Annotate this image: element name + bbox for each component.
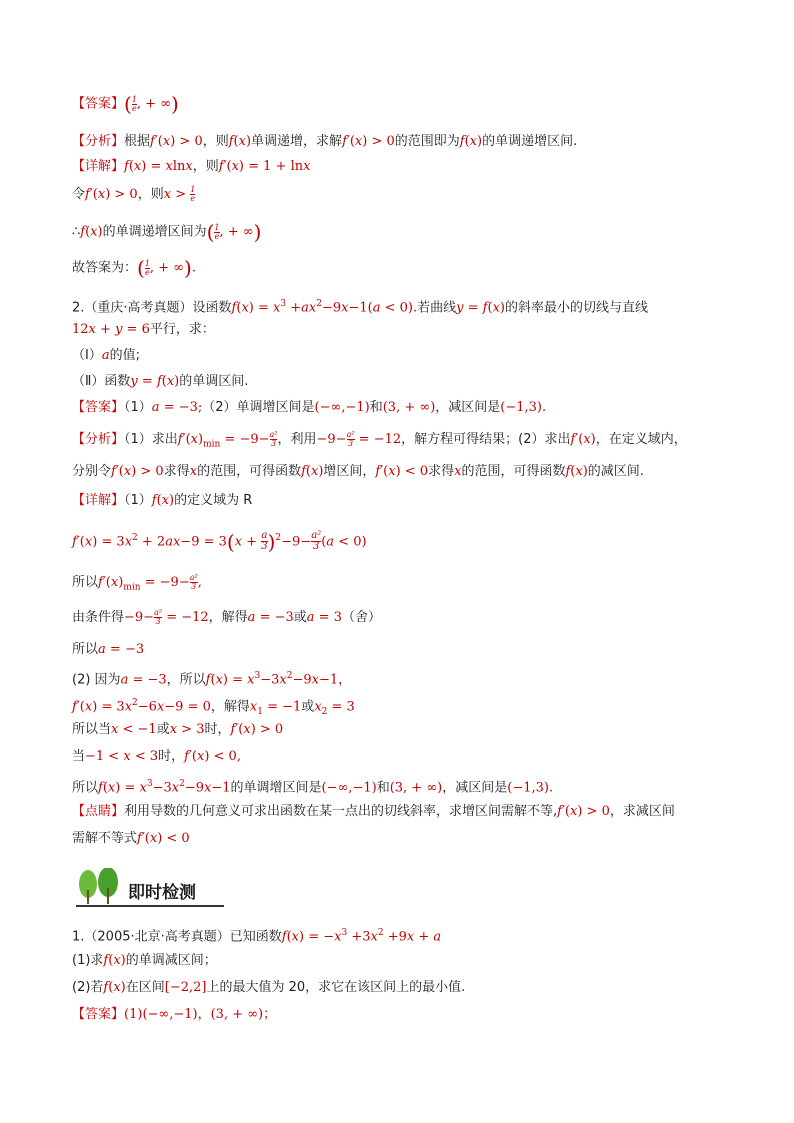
q2-derivative: $f'(x) = 3x^2 + 2ax-9 = 3(x$ + $\frac{a}{3}$ )$^2$−9− $\frac{\text{a²}}{3}$ (a < 0): [72, 529, 367, 554]
q2-head-2: 12x + y = 6平行，求：: [72, 322, 215, 337]
detail-line-1: 【详解】f(x) = xlnx，则f′(x) = 1 + lnx: [72, 159, 311, 174]
q2-remark-1: 【点睛】利用导数的几何意义可求出函数在某一点出的切线斜率，求增区间需解不等,f′(x) > 0，求减区间: [72, 804, 675, 819]
final-line: 故答案为：( $\frac{1}{e}$ , + ∞).: [72, 256, 196, 280]
test1-head: 1.（2005·北京·高考真题）已知函数$f(x) = -x^3 +3x^2 +9x + a$: [72, 928, 442, 945]
q2-part2: （Ⅱ）函数y = f(x)的单调区间.: [72, 374, 249, 389]
q2-part1: （Ⅰ）a的值;: [72, 348, 140, 363]
q2-cond: 由条件得−9− $\frac{\text{a²}}{3}$ = −12，解得a = −3或a = 3（舍）: [72, 608, 381, 626]
let-line: 令f′(x) > 0，则x > $\frac{1}{e}$: [72, 185, 196, 203]
therefore-line: ∴f(x)的单调递增区间为( $\frac{1}{e}$ , + ∞): [72, 220, 262, 244]
q2-detail-1: 【详解】（1）f(x)的定义域为 R: [72, 493, 253, 508]
test1-answer: 【答案】(1)(−∞,−1)，(3, + ∞)；: [72, 1007, 277, 1022]
test1-q2: (2)若f(x)在区间[−2,2]上的最大值为 20，求它在该区间上的最小值.: [72, 980, 466, 995]
analysis-line-1: 【分析】根据f′(x) > 0，则f(x)单调递增，求解f′(x) > 0的范围即为f(x)的单调递增区间.: [72, 134, 578, 149]
q2-conclusion: 所以$f(x) = x^3-3x^2-9x-1$的单调增区间是(−∞,−1)和(3, + ∞)，减区间是(−1,3).: [72, 779, 554, 796]
q2-when2: 当−1 < x < 3时，f′(x) < 0,: [72, 749, 241, 764]
q2-when1: 所以当x < −1或x > 3时，f′(x) > 0: [72, 722, 284, 737]
q2-detail-2: (2) 因为a = −3，所以$f(x) = x^3-3x^2-9x-1$，: [72, 671, 352, 688]
q2-analysis-2: 分别令f′(x) > 0求得x的范围，可得函数f(x)增区间，f′(x) < 0求得x的范围，可得函数f(x)的减区间.: [72, 464, 644, 479]
q2-min: 所以$f'(x)_{min} = -9-$ $\frac{\text{a²}}{3}$ ,: [72, 573, 202, 593]
tree-icon: [76, 868, 126, 906]
section-header: [76, 868, 226, 908]
q2-head: 2.（重庆·高考真题）设函数$f(x) = x^3 +ax^2-9x-1(a < 0)$.若曲线y = f(x)的斜率最小的切线与直线: [72, 299, 648, 316]
q2-answer: 【答案】（1）a = −3;（2）单调增区间是(−∞,−1)和(3, + ∞)，减区间是(−1,3).: [72, 400, 547, 415]
q2-analysis-1: 【分析】（1）求出$f'(x)_{min} = -9-$ $\frac{\text{a²}}{3}$ ，利用−9− $\frac{\text{a²}}{3}$ = −12，解方程可得结果；(2）求出f′(x)，在定义域内，: [72, 430, 687, 450]
section-underline: [76, 905, 224, 907]
q2-so-a: 所以a = −3: [72, 642, 145, 657]
answer-tag: 【答案】: [72, 96, 125, 112]
answer-line-1: 【答案】( $\frac{1}{e}$ , + ∞): [72, 92, 179, 116]
q2-remark-2: 需解不等式f′(x) < 0: [72, 831, 190, 846]
test1-q1: (1)求f(x)的单调减区间；: [72, 953, 217, 968]
q2-roots: $f'(x) = 3x^2-6x-9 = 0$，解得$x_1 = -1$或$x_2 = 3$: [72, 698, 355, 717]
section-title: 即时检测: [128, 883, 196, 903]
